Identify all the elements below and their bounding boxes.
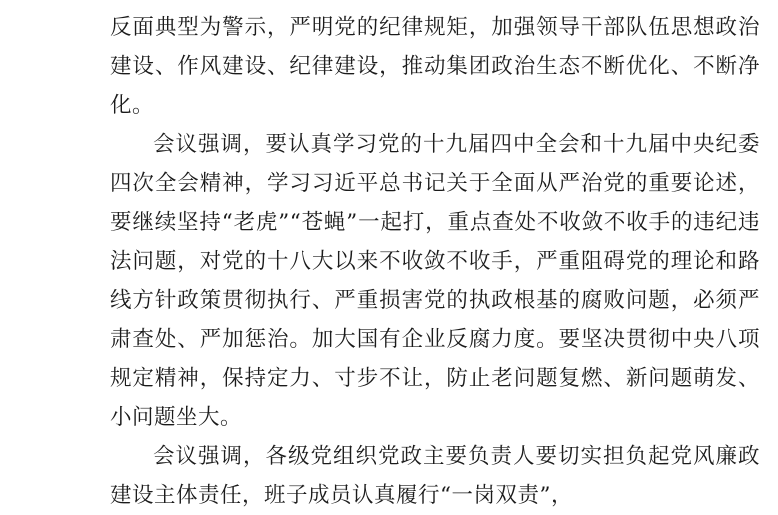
document-body <box>110 8 760 515</box>
paragraph-meeting-emphasis-2: 会议强调，各级党组织党政主要负责人要切实担负起党风廉政建设主体责任，班子成员认真履行“一岗双责”， <box>110 444 760 508</box>
paragraph-continued: 反面典型为警示，严明党的纪律规矩，加强领导干部队伍思想政治建设、作风建设、纪律建设，推动集团政治生态不断优化、不断净化。 <box>110 15 760 118</box>
paragraph-meeting-emphasis-1: 会议强调，要认真学习党的十九届四中全会和十九届中央纪委四次全会精神，学习习近平总书记关于全面从严治党的重要论述，要继续坚持“老虎”“苍蝇”一起打，重点查处不收敛不收手的违纪违法问题，对党的十八大以来不收敛不收手，严重阻碍党的理论和路线方针政策贯彻执行、严重损害党的执政根基的腐败问题，必须严肃查处、严加惩治。加大国有企业反腐力度。要坚决贯彻中央八项规定精神，保持定力、寸步不让，防止老问题复燃、新问题萌发、小问题坐大。 <box>110 132 760 430</box>
